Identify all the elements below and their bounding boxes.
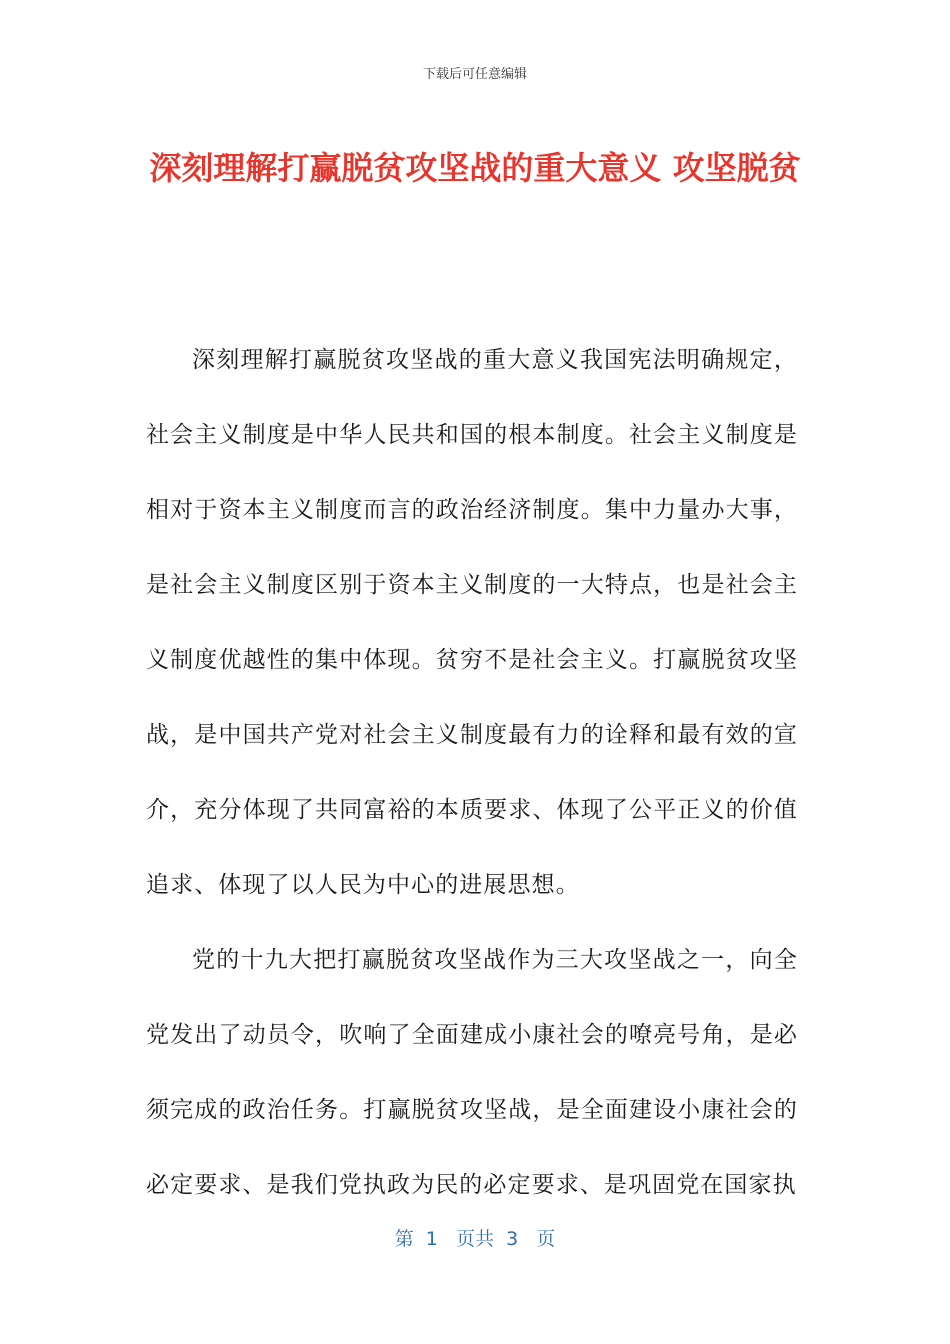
paragraph-2: 党的十九大把打赢脱贫攻坚战作为三大攻坚战之一，向全党发出了动员令，吹响了全面建成小康社会的嘹亮号角，是必须完成的政治任务。打赢脱贫攻坚战，是全面建设小康社会的必定要求、是我们党执政为民的必定要求、是巩固党在国家执 <box>146 947 798 1198</box>
paragraph-1: 深刻理解打赢脱贫攻坚战的重大意义我国宪法明确规定，社会主义制度是中华人民共和国的根本制度。社会主义制度是相对于资本主义制度而言的政治经济制度。集中力量办大事，是社会主义制度区别于资本主义制度的一大特点，也是社会主义制度优越性的集中体现。贫穷不是社会主义。打赢脱贫攻坚战，是中国共产党对社会主义制度最有力的诠释和最有效的宣介，充分体现了共同富裕的本质要求、体现了公平正义的价值追求、体现了以人民为中心的进展思想。 <box>146 347 798 898</box>
document-body <box>146 323 798 1223</box>
page-header: 下载后可任意编辑 <box>422 67 527 82</box>
page-number-footer: 第 1 页共 3 页 <box>394 1228 556 1250</box>
document-title: 深刻理解打赢脱贫攻坚战的重大意义 攻坚脱贫 <box>149 149 801 187</box>
